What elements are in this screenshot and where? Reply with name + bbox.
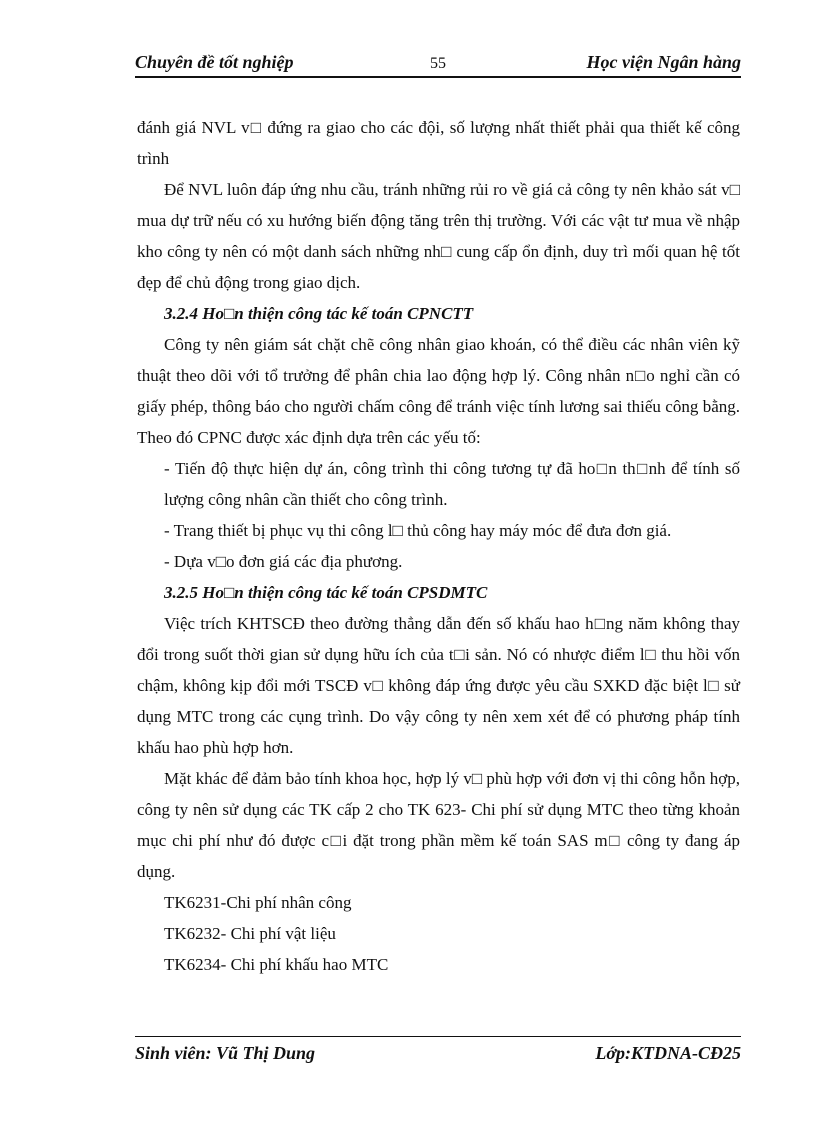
- section-heading-3-2-4: 3.2.4 Ho□n thiện công tác kế toán CPNCTT: [164, 304, 474, 323]
- paragraph-khtscd: Việc trích KHTSCĐ theo đường thẳng dẫn đến số khấu hao h□ng năm không thay đổi trong suốt thời gian sử dụng hữu ích của t□i sản. Nó có nhược điểm l□ thu hồi vốn chậm, không kịp đổi mới TSCĐ v□ không đáp ứng được yêu cầu SXKD đặc biệt l□ sử dụng MTC trong các cụng trình. Do vậy công ty nên xem xét để có phương pháp tính khấu hao phù hợp hơn.: [137, 614, 740, 757]
- footer-class: Lớp:KTDNA-CĐ25: [595, 1043, 741, 1063]
- page-footer: [135, 1036, 741, 1065]
- list-item: - Dựa v□o đơn giá các địa phương.: [164, 552, 403, 571]
- paragraph-continuation: đánh giá NVL v□ đứng ra giao cho các đội, số lượng nhất thiết phải qua thiết kế công trình: [137, 118, 740, 168]
- account-item: TK6232- Chi phí vật liệu: [164, 924, 336, 943]
- header-document-type: Chuyên đề tốt nghiệp: [135, 52, 294, 72]
- page-header: [135, 52, 741, 78]
- account-item: TK6234- Chi phí khấu hao MTC: [164, 955, 389, 974]
- page-number: 55: [430, 55, 446, 72]
- section-heading-3-2-5: 3.2.5 Ho□n thiện công tác kế toán CPSDMTC: [164, 583, 488, 602]
- paragraph-nvl: Để NVL luôn đáp ứng nhu cầu, tránh những rủi ro về giá cả công ty nên khảo sát v□ mua dự trữ nếu có xu hướng biến động tăng trên thị trường. Với các vật tư mua về nhập kho công ty nên có một danh sách những nh□ cung cấp ổn định, duy trì mối quan hệ tốt đẹp để chủ động trong giao dịch.: [137, 180, 740, 292]
- header-institution: Học viện Ngân hàng: [586, 52, 741, 72]
- body-text: [137, 112, 740, 980]
- list-item: - Tiến độ thực hiện dự án, công trình thi công tương tự đã ho□n th□nh để tính số lượng công nhân cần thiết cho công trình.: [164, 459, 740, 509]
- account-item: TK6231-Chi phí nhân công: [164, 893, 352, 912]
- list-item: - Trang thiết bị phục vụ thi công l□ thủ công hay máy móc để đưa đơn giá.: [164, 521, 672, 540]
- paragraph-tk-cap-2: Mặt khác để đảm bảo tính khoa học, hợp lý v□ phù hợp với đơn vị thi công hỗn hợp, công ty nên sử dụng các TK cấp 2 cho TK 623- Chi phí sử dụng MTC theo từng khoản mục chi phí như đó được c□i đặt trong phần mềm kế toán SAS m□ công ty đang áp dụng.: [137, 769, 740, 881]
- footer-student: Sinh viên: Vũ Thị Dung: [135, 1043, 316, 1063]
- paragraph-cpnctt: Công ty nên giám sát chặt chẽ công nhân giao khoán, có thể điều các nhân viên kỹ thuật theo dõi với tổ trưởng để phân chia lao động hợp lý. Công nhân n□o nghỉ cần có giấy phép, thông báo cho người chấm công để tránh việc tính lương sai thiếu công bằng. Theo đó CPNC được xác định dựa trên các yếu tố:: [137, 335, 740, 447]
